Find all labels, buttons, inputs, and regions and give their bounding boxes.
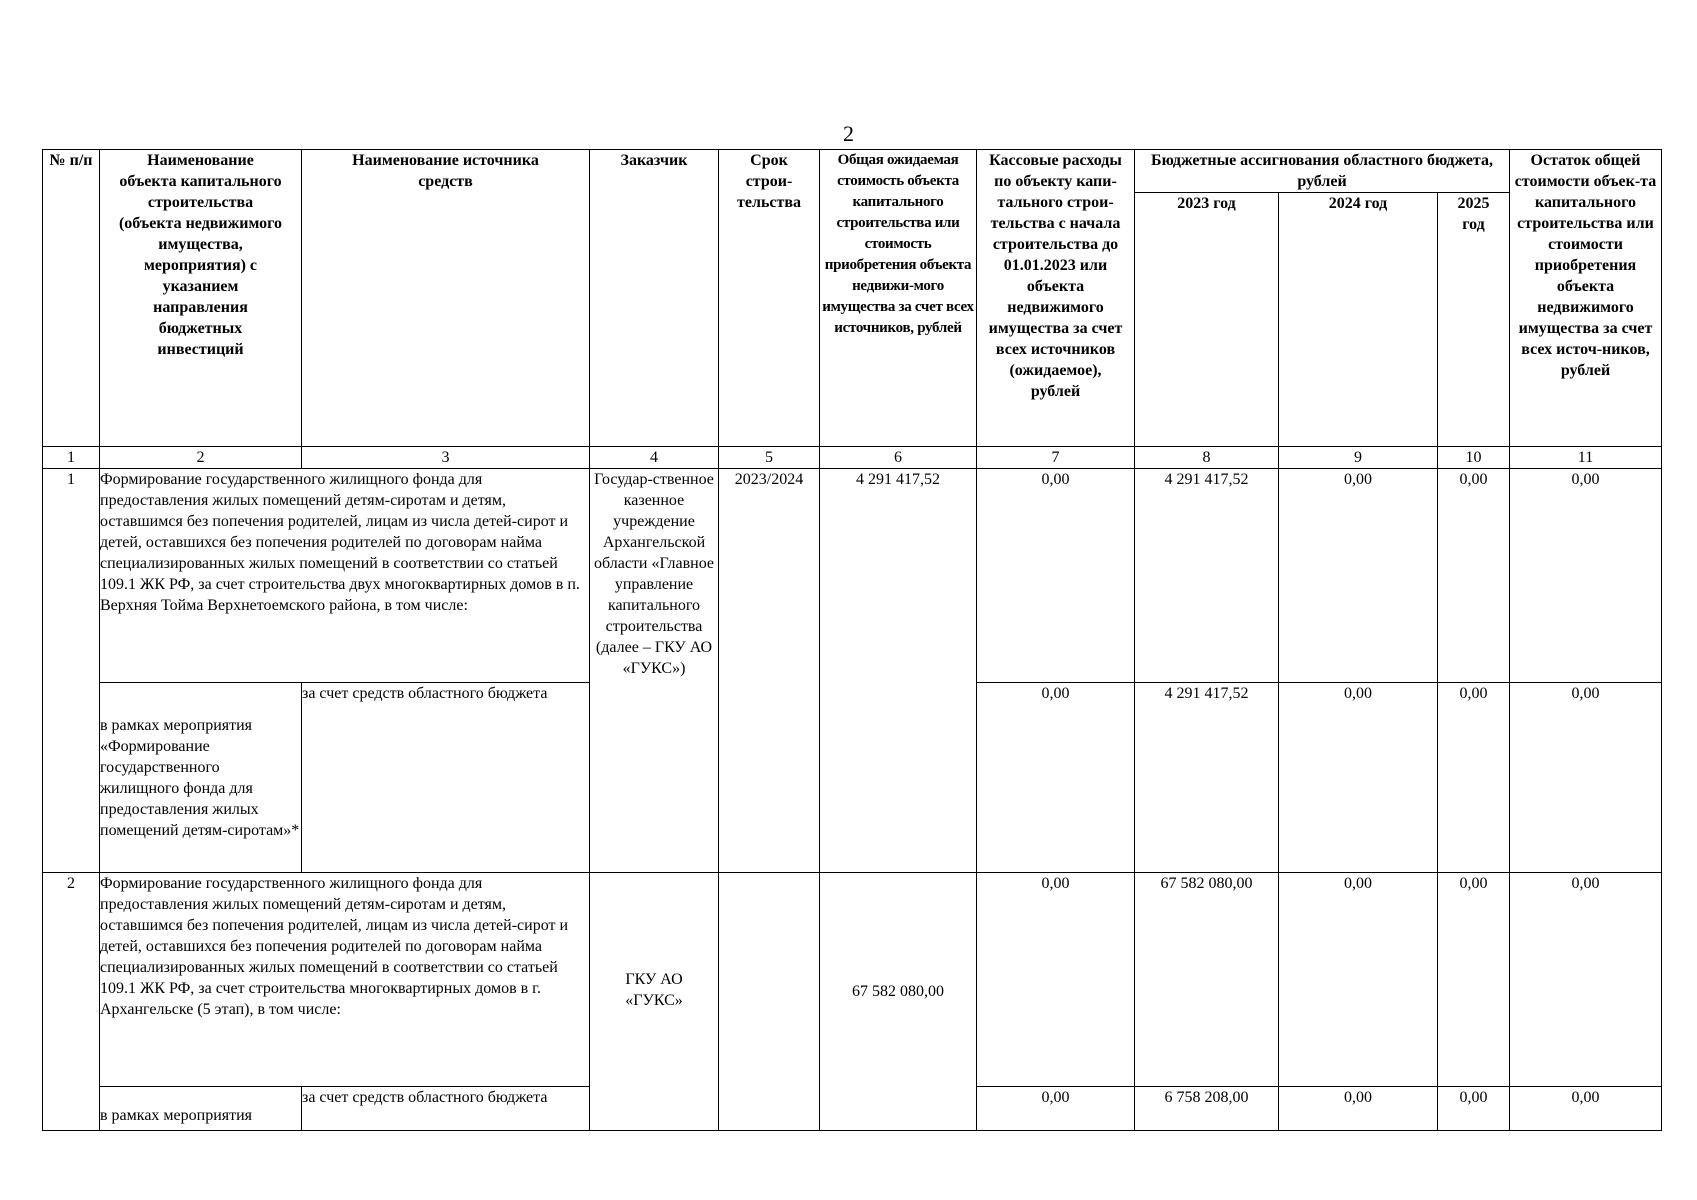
header-year-2024: 2024 год	[1279, 193, 1438, 447]
header-customer: Заказчик	[590, 150, 719, 447]
column-number: 2	[100, 447, 302, 469]
sub-object-name: в рамках мероприятия	[100, 1087, 302, 1131]
customer: ГКУ АО «ГУКС»	[590, 873, 719, 1131]
cash-expenses: 0,00	[977, 873, 1135, 1087]
object-name: Формирование государственного жилищного фонда для предоставления жилых помещений детям-сиротам и детям, оставшимся без попечения родителей, лицам из числа детей-сирот и детей, оставшихся без попечения родителей по договорам найма специализированных жилых помещений в соответствии со статьей 109.1 ЖК РФ, за счет строительства двух многоквартирных домов в п. Верхняя Тойма Верхнетоемского района, в том числе:	[100, 469, 590, 683]
column-number: 11	[1510, 447, 1662, 469]
amount-2023: 4 291 417,52	[1135, 469, 1279, 683]
column-number: 7	[977, 447, 1135, 469]
amount-2025: 0,00	[1438, 469, 1510, 683]
cash-expenses: 0,00	[977, 683, 1135, 873]
construction-term	[719, 873, 820, 1131]
header-remainder: Остаток общей стоимости объек-та капитального строительства или стоимости приобретения объекта недвижимого имущества за счет всех источ-ников, рублей	[1510, 150, 1662, 447]
funding-source: за счет средств областного бюджета	[302, 683, 590, 873]
amount-2025: 0,00	[1438, 873, 1510, 1087]
column-number: 4	[590, 447, 719, 469]
header-year-2025: 2025 год	[1438, 193, 1510, 447]
remainder: 0,00	[1510, 683, 1662, 873]
amount-2024: 0,00	[1279, 469, 1438, 683]
customer: Государ-ственное казенное учреждение Архангельской области «Главное управление капитального строительства (далее – ГКУ АО «ГУКС»)	[590, 469, 719, 873]
amount-2024: 0,00	[1279, 873, 1438, 1087]
amount-2025: 0,00	[1438, 1087, 1510, 1131]
total-cost: 67 582 080,00	[820, 873, 977, 1131]
column-number: 10	[1438, 447, 1510, 469]
remainder: 0,00	[1510, 873, 1662, 1087]
column-number: 9	[1279, 447, 1438, 469]
amount-2025: 0,00	[1438, 683, 1510, 873]
page-number: 2	[843, 121, 854, 146]
amount-2024: 0,00	[1279, 1087, 1438, 1131]
remainder: 0,00	[1510, 1087, 1662, 1131]
object-name: Формирование государственного жилищного фонда для предоставления жилых помещений детям-сиротам и детям, оставшимся без попечения родителей, лицам из числа детей-сирот и детей, оставшихся без попечения родителей по договорам найма специализированных жилых помещений в соответствии со статьей 109.1 ЖК РФ, за счет строительства многоквартирных домов в г. Архангельске (5 этап), в том числе:	[100, 873, 590, 1087]
amount-2023: 6 758 208,00	[1135, 1087, 1279, 1131]
budget-investments-table	[42, 149, 1662, 1131]
header-budget: Бюджетные ассигнования областного бюджета, рублей	[1135, 150, 1510, 193]
column-number: 5	[719, 447, 820, 469]
construction-term: 2023/2024	[719, 469, 820, 873]
total-cost: 4 291 417,52	[820, 469, 977, 873]
funding-source: за счет средств областного бюджета	[302, 1087, 590, 1131]
amount-2023: 4 291 417,52	[1135, 683, 1279, 873]
column-number: 3	[302, 447, 590, 469]
header-num: № п/п	[43, 150, 100, 447]
column-number-row	[43, 447, 1662, 469]
column-number: 1	[43, 447, 100, 469]
cash-expenses: 0,00	[977, 1087, 1135, 1131]
table-row	[43, 469, 1662, 683]
amount-2024: 0,00	[1279, 683, 1438, 873]
row-number: 2	[43, 873, 100, 1131]
header-object: Наименование объекта капитального строительства (объекта недвижимого имущества, мероприятия) с указанием направления бюджетных инвестиций	[100, 150, 302, 447]
header-term: Срок строи-тельства	[719, 150, 820, 447]
column-number: 8	[1135, 447, 1279, 469]
header-total-cost: Общая ожидаемая стоимость объекта капитального строительства или стоимость приобретения объекта недвижи-мого имущества за счет всех источников, рублей	[820, 150, 977, 447]
table-row	[43, 873, 1662, 1087]
remainder: 0,00	[1510, 469, 1662, 683]
row-number: 1	[43, 469, 100, 873]
header-source: Наименование источника средств	[302, 150, 590, 447]
column-number: 6	[820, 447, 977, 469]
sub-object-name: в рамках мероприятия «Формирование государственного жилищного фонда для предоставления жилых помещений детям-сиротам»*	[100, 683, 302, 873]
header-cash-expenses: Кассовые расходы по объекту капи-тального строи-тельства с начала строительства до 01.01.2023 или объекта недвижимого имущества за счет всех источников (ожидаемое), рублей	[977, 150, 1135, 447]
cash-expenses: 0,00	[977, 469, 1135, 683]
header-year-2023: 2023 год	[1135, 193, 1279, 447]
amount-2023: 67 582 080,00	[1135, 873, 1279, 1087]
